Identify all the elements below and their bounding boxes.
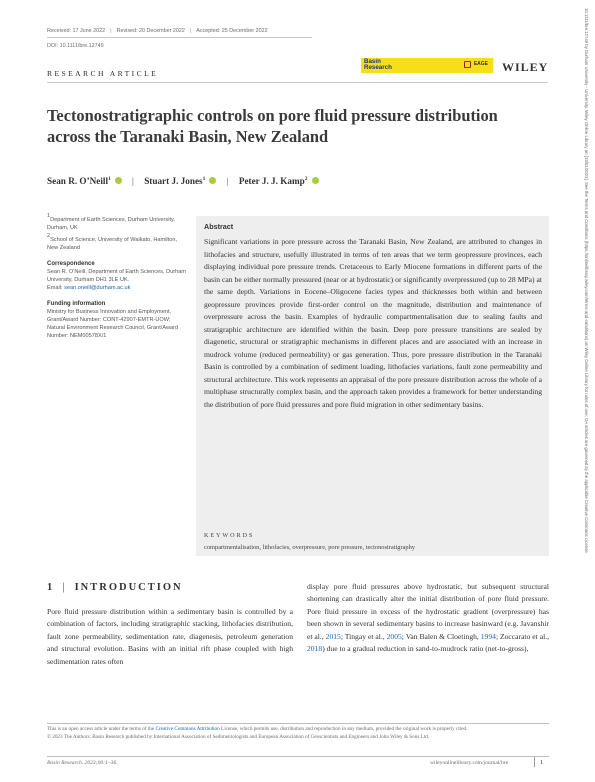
body-text: display pore fluid pressures above hydrostatic, but subsequent structural shortening can drastically alter the initial distribution of pore fluid pressure. Pore fluid pressure in excess of the hydrostatic gradient (overpressure) has been shown in several sedimentary basins to increase basinward (e.g. Javanshir et al.,	[307, 582, 549, 641]
keywords-heading: KEYWORDS	[204, 532, 255, 539]
author-affiliation-sup: 1	[108, 176, 111, 182]
journal-website[interactable]: wileyonlinelibrary.com/journal/bre	[430, 760, 509, 766]
orcid-icon[interactable]	[209, 177, 216, 184]
received-date: Received: 17 June 2022	[47, 28, 106, 34]
page-number: 1	[540, 759, 544, 766]
open-access-notice	[47, 726, 547, 734]
bottom-divider	[47, 756, 549, 757]
affiliation-sup: 2	[47, 233, 51, 239]
email-link[interactable]: sean.oneill@durham.ac.uk	[64, 285, 131, 291]
correspondence	[47, 260, 187, 292]
abstract-text: Significant variations in pore pressure across the Taranaki Basin, New Zealand, are attributed to changes in lithofacies and structure, usefully illustrated in terms of ten areas that we term geopressure provinces, each displaying individual pore pressure trends. Cretaceous to Early Miocene formations in different parts of the basin can be either normally pressured (near or at hydrostatic) or significantly overpressured (up to 28 MPa) at the same depth. Variations in Eocene–Oligocene facies types and thicknesses both within and between geopressure provinces provide first-order control on the magnitude, distribution and maintenance of overpressure across the basin. Examples of hydraulic compartmentalisation due to sealing faults and stratigraphic architecture are identified within the basin. Deep pore pressure transitions are sealed by diagenetic, structural or stratigraphic mechanisms in different places and are associated with an increase in mudrock volume (reduced permeability) or gas generation. Thus, pore pressure distribution in the Taranaki Basin is controlled by a combination of sediment loading, lithofacies variations, fault zone permeability and structural architecture. This work represents an appraisal of the pore pressure distribution across the whole of a multiphase structurally complex basin, and the approach taken provides a framework for better understanding the distribution of pore fluid pressures and pore fluid migration in other sedimentary basins.	[204, 237, 542, 409]
journal-name	[364, 59, 392, 71]
affiliation	[47, 232, 187, 252]
affiliation-text: Department of Earth Sciences, Durham University, Durham, UK	[47, 217, 175, 231]
author-affiliation-sup: 2	[304, 176, 308, 182]
citation-link[interactable]: 2018	[307, 644, 323, 654]
citation-link[interactable]: 2015	[325, 631, 341, 641]
header-divider	[47, 82, 548, 83]
author-name[interactable]: Stuart J. Jones	[144, 176, 203, 186]
article-type: RESEARCH ARTICLE	[47, 69, 159, 78]
society-name: EAGE	[473, 61, 488, 67]
section-number: 1	[47, 582, 55, 593]
journal-reference: Basin Research. 2023;00:1–36.	[47, 760, 118, 766]
author-separator: |	[132, 176, 134, 186]
download-side-text: 10.1111/bre.12749 by Durham University - University, Wiley Online Library on [19/01/2023]. See the Terms and Conditions (https://onlinelibrary.wiley.com/terms-and-conditions) on Wiley Online Library for rules of use; OA articles are governed by the applicable Creative Commons License	[584, 8, 589, 553]
orcid-icon[interactable]	[115, 177, 122, 184]
author-name[interactable]: Sean R. O’Neill	[47, 176, 108, 186]
email-label: Email:	[47, 285, 63, 291]
affiliation-sup: 1	[47, 213, 51, 219]
dates-divider	[47, 37, 312, 38]
correspondence-email-line	[47, 284, 187, 292]
doi[interactable]: DOI: 10.1111/bre.12749	[47, 43, 104, 49]
body-column-right	[307, 581, 549, 655]
accepted-date: Accepted: 25 December 2022	[196, 28, 268, 34]
section-heading	[47, 582, 183, 593]
license-text: This is an open access article under the terms of the	[47, 726, 156, 732]
funding-information	[47, 300, 187, 340]
section-title: INTRODUCTION	[74, 582, 183, 593]
body-text: ) due to a gradual reduction in sand-to-mudrock ratio (net-to-gross),	[322, 644, 529, 654]
license-footnote	[47, 726, 547, 741]
journal-name-line1: Basin	[364, 58, 381, 65]
affiliations	[47, 212, 187, 252]
section-separator: |	[62, 582, 67, 593]
affiliation-text: School of Science, University of Waikato, Hamilton, New Zealand	[47, 237, 178, 251]
citation-link[interactable]: 2005	[386, 631, 402, 641]
correspondence-text: Sean R. O’Neill, Department of Earth Sciences, Durham University, Durham DH1 3LE UK.	[47, 269, 186, 283]
body-text: ; Zoccarato et al.,	[495, 631, 549, 641]
keywords-text: compartmentalisation, lithofacies, overpressure, pore pressure, tectonostratigraphy	[204, 544, 415, 551]
date-separator: |	[110, 28, 112, 34]
footnote-divider	[47, 723, 549, 724]
journal-logo	[361, 58, 493, 73]
page-number-divider	[534, 757, 535, 767]
affiliation	[47, 212, 187, 232]
article-title: Tectonostratigraphic controls on pore fluid pressure distribution across the Taranaki Basin, New Zealand	[47, 106, 498, 146]
funding-heading: Funding information	[47, 301, 106, 307]
copyright-notice: © 2023 The Authors. Basin Research published by International Association of Sedimentologists and European Association of Geoscientists and Engineers and John Wiley & Sons Ltd.	[47, 733, 430, 740]
article-dates	[47, 28, 268, 34]
author-name[interactable]: Peter J. J. Kamp	[238, 176, 305, 186]
body-column-left: Pore fluid pressure distribution within a sedimentary basin is controlled by a combination of factors, including stratigraphic stacking, lithofacies distribution, fault zone permeability, sedimentation rate, diagenesis, petroleum generation and structural evolution. Basins with an initial rift phase coupled with high sedimentation rates often	[47, 607, 293, 666]
eage-logo-icon	[464, 61, 471, 68]
citation-link[interactable]: 1994	[480, 631, 496, 641]
author-list	[47, 176, 319, 186]
funding-text: Ministry for Business Innovation and Employment, Grant/Award Number: CONT-42907-EMTR-UOW; Natural Environment Research Council, Grant/Award Number: NEM00578X/1	[47, 309, 179, 339]
body-text: ; Tingay et al.,	[340, 631, 387, 641]
correspondence-heading: Correspondence	[47, 261, 95, 267]
download-side-strip	[581, 8, 593, 768]
license-link[interactable]: Creative Commons Attribution	[155, 726, 220, 732]
revised-date: Revised: 20 December 2022	[116, 28, 185, 34]
date-separator: |	[189, 28, 192, 34]
article-info-column	[47, 212, 187, 348]
abstract-heading: Abstract	[204, 222, 234, 231]
body-text: ; Van Balen & Cloetingh,	[401, 631, 481, 641]
author-affiliation-sup: 1	[202, 176, 206, 182]
publisher-logo: WILEY	[502, 60, 549, 74]
journal-name-line2: Research	[364, 64, 392, 72]
author-separator: |	[226, 176, 229, 186]
orcid-icon[interactable]	[312, 177, 319, 184]
license-text: License, which permits use, distribution and reproduction in any medium, provided the original work is properly cited.	[219, 726, 468, 732]
